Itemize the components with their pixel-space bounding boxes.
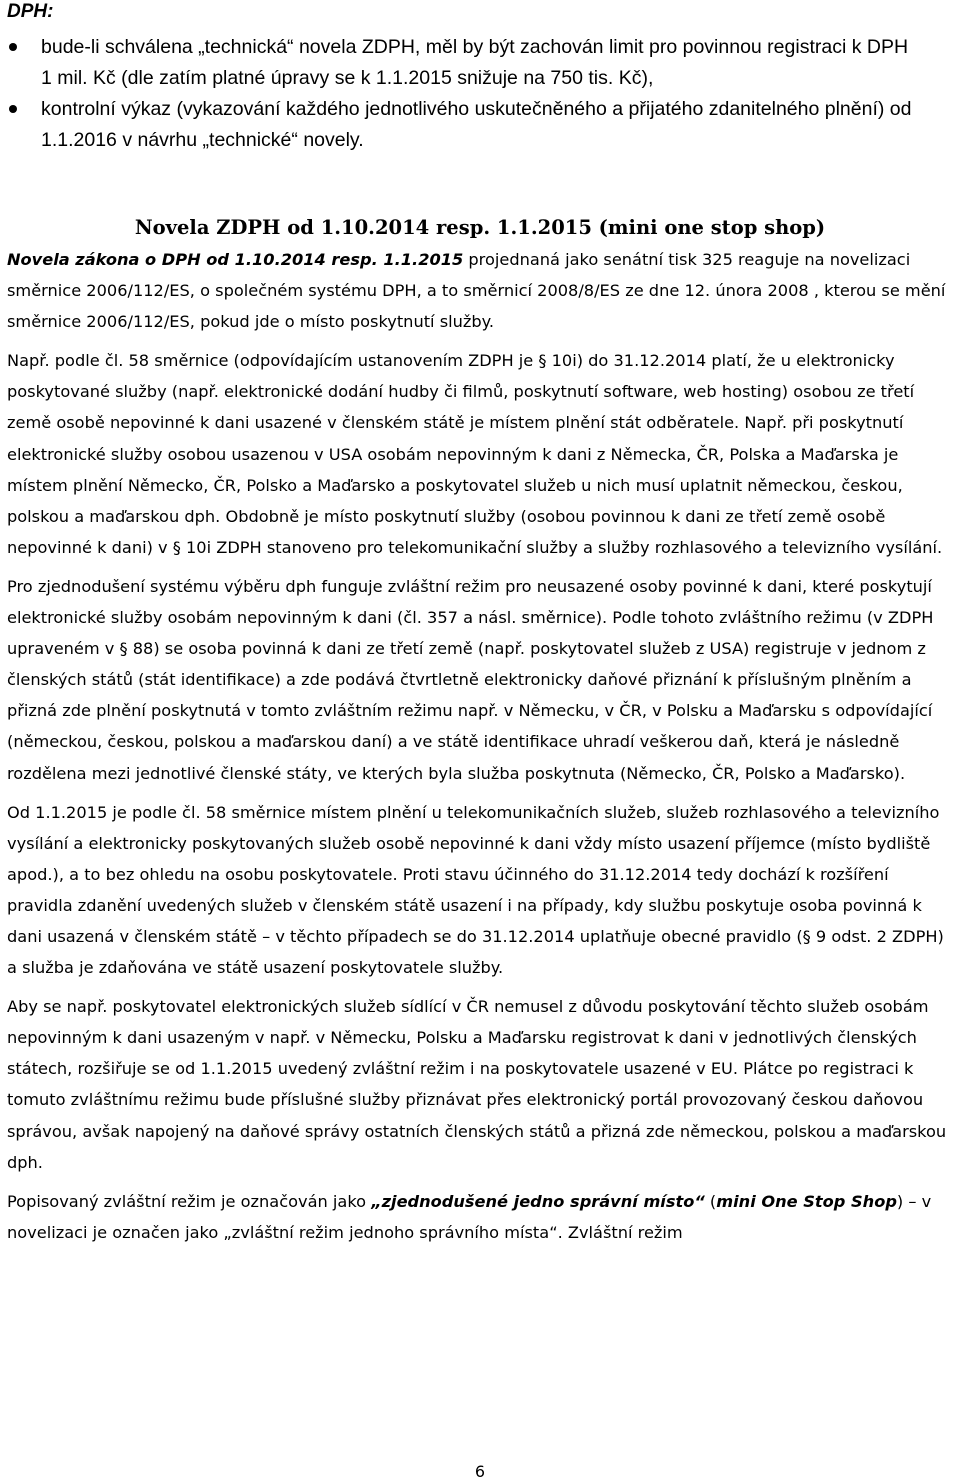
paragraph-text: ( [704,1191,717,1211]
bullet-list [0,32,921,156]
paragraph-text: projednaná jako senátní tisk 325 reaguje na novelizaci směrnice 2006/112/ES, o společném systému DPH, a to směrnicí 2008/8/ES ze dne 12. února 2008 , kterou se mění směrnice 2006/112/ES, pokud jde o místo poskytnutí služby. [7,250,946,332]
body-text [7,244,955,1248]
page-number: 6 [474,1462,486,1481]
bullet-item: kontrolní výkaz (vykazování každého jednotlivého uskutečněného a přijatého zdanitelného plnění) od 1.1.2016 v návrhu „technické“ novely. [0,94,921,156]
paragraph-special-regime: Pro zjednodušení systému výběru dph funguje zvláštní režim pro neusazené osoby povinné k dani, které poskytují elektronické služby osobám nepovinným k dani (čl. 357 a násl. směrnice). Podle tohoto zvláštního režimu (v ZDPH upraveném v § 88) se osoba povinná k dani ze třetí země (např. poskytovatel služeb z USA) registruje v jednom z členských států (stát identifikace) a zde podává čtvrtletně elektronicky daňové přiznání k příslušným plněním a přizná zde plnění poskytnutá v tomto zvláštním režimu např. v Německu, v ČR, v Polsku a Maďarsku s odpovídající (německou, českou, polskou a maďarskou daní) a ve státě identifikace uhradí veškerou daň, která je následně rozdělena mezi jednotlivé členské státy, ve kterých byla služba poskytnuta (Německo, ČR, Polsko a Maďarsko). [7,576,934,783]
paragraph-eu-providers: Aby se např. poskytovatel elektronických služeb sídlící v ČR nemusel z důvodu poskytování těchto služeb osobám nepovinným k dani usazeným v např. v Německu, Polsku a Maďarsku registrovat k dani v jednotlivých členských státech, rozšiřuje se od 1.1.2015 uvedený zvláštní režim i na poskytovatele usazené v EU. Plátce po registraci k tomuto zvláštnímu režimu bude příslušné služby přiznávat přes elektronický portál provozovaný českou daňovou správou, avšak napojený na daňové správy ostatních členských států a přizná zde německou, polskou a maďarskou dph. [7,997,947,1172]
paragraph-intro [7,244,955,337]
section-heading: Novela ZDPH od 1.10.2014 resp. 1.1.2015 (mini one stop shop) [134,216,826,239]
paragraph-example: Např. podle čl. 58 směrnice (odpovídajícím ustanovením ZDPH je § 10i) do 31.12.2014 platí, že u elektronicky poskytované služby (např. elektronické dodání hudby či filmů, poskytnutí software, web hosting) osobou ze třetí země osobě nepovinné k dani usazené v členském státě je místem plnění stát odběratele. Např. při poskytnutí elektronické služby osobou usazenou v USA osobám nepovinným k dani z Německa, ČR, Polska a Maďarska je místem plnění Německo, ČR, Polsko a Maďarsko a poskytovatel služeb u nich musí uplatnit německou, českou, polskou a maďarskou dph. Obdobně je místo poskytnutí služby (osobou povinnou k dani ze třetí země osobě nepovinné k dani) v § 10i ZDPH stanoveno pro telekomunikační služby a služby rozhlasového a televizního vysílání. [7,351,943,557]
paragraph-from-2015: Od 1.1.2015 je podle čl. 58 směrnice místem plnění u telekomunikačních služeb, služeb rozhlasového a televizního vysílání a elektronicky poskytovaných služeb osobě nepovinné k dani vždy místo usazení příjemce (místo bydliště apod.), a to bez ohledu na osobu poskytovatele. Proti stavu účinného do 31.12.2014 tedy dochází k rozšíření pravidla zdanění uvedených služeb v členském státě usazení i na případy, kdy službu poskytuje osoba povinná k dani usazená v členském státě – v těchto případech se do 31.12.2014 uplatňuje obecné pravidlo (§ 9 odst. 2 ZDPH) a služba je zdaňována ve státě usazení poskytovatele služby. [7,802,944,978]
paragraph-text: Popisovaný zvláštní režim je označován jako [7,1191,372,1211]
term-one-stop: „zjednodušené jedno správní místo“ [371,1191,705,1211]
term-moss: mini One Stop Shop [716,1191,897,1211]
section-title: DPH: [7,1,54,22]
law-reference: Novela zákona o DPH od 1.10.2014 resp. 1.1.2015 [7,250,464,269]
paragraph-moss [7,1186,955,1248]
bullet-item: bude-li schválena „technická“ novela ZDPH, měl by být zachován limit pro povinnou registraci k DPH 1 mil. Kč (dle zatím platné úpravy se k 1.1.2015 snižuje na 750 tis. Kč), [0,32,921,94]
paragraph-text: ) – v novelizaci je označen jako „zvláštní režim jednoho správního místa“. Zvláštní režim [7,1191,932,1242]
